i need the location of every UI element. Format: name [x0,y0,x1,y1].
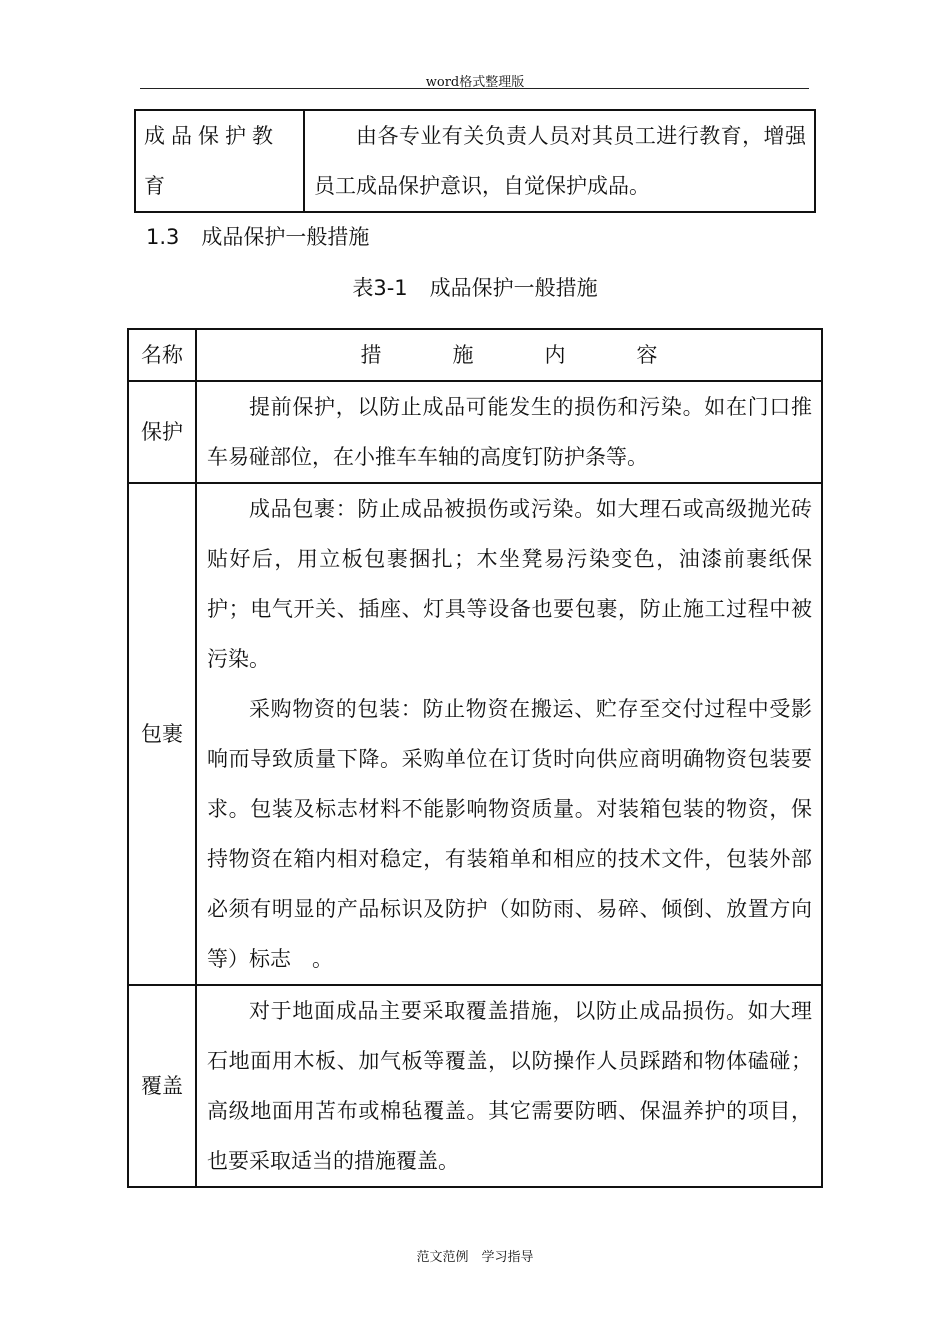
row-content [196,483,822,985]
section-title: 成品保护一般措施 [201,225,370,249]
header-name-cell: 名称 [128,329,196,381]
section-number: 1.3 [146,225,180,249]
row-paragraph: 对于地面成品主要采取覆盖措施，以防止成品损伤。如大理石地面用木板、加气板等覆盖，以防操作人员踩踏和物体磕碰；高级地面用苫布或棉毡覆盖。其它需要防晒、保温养护的项目，也要采取适当的措施覆盖。 [207,999,812,1173]
education-label: 成品保护教育 [135,110,304,212]
measures-table [127,328,823,1188]
table-row [128,381,822,483]
table-caption-label: 表3-1 [352,276,408,300]
row-name: 保护 [128,381,196,483]
table-caption-title: 成品保护一般措施 [429,276,598,300]
page-header: word格式整理版 [425,75,525,90]
row-paragraph: 成品包裹：防止成品被损伤或污染。如大理石或高级抛光砖贴好后，用立板包裹捆扎；木坐凳易污染变色，油漆前裹纸保护；电气开关、插座、灯具等设备也要包裹，防止施工过程中被污染。 [207,497,812,671]
table-caption [0,273,950,303]
table-row [128,985,822,1187]
table-row [128,483,822,985]
section-heading [146,222,369,252]
header-content-cell [196,329,822,381]
row-content [196,985,822,1187]
row-content [196,381,822,483]
header-rule [140,88,809,89]
table-header-row [128,329,822,381]
header-char: 内 [544,343,566,367]
row-paragraph: 提前保护，以防止成品可能发生的损伤和污染。如在门口推车易碰部位，在小推车车轴的高度钉防护条等。 [207,395,812,469]
row-name: 包裹 [128,483,196,985]
header-char: 措 [360,343,382,367]
page-footer: 范文范例 学习指导 [416,1250,534,1265]
header-char: 施 [452,343,474,367]
education-table [134,109,816,213]
education-description: 由各专业有关负责人员对其员工进行教育，增强员工成品保护意识，自觉保护成品。 [304,110,815,212]
row-paragraph: 采购物资的包装：防止物资在搬运、贮存至交付过程中受影响而导致质量下降。采购单位在订货时向供应商明确物资包装要求。包装及标志材料不能影响物资质量。对装箱包装的物资，保持物资在箱内相对稳定，有装箱单和相应的技术文件，包装外部必须有明显的产品标识及防护（如防雨、易碎、倾倒、放置方向等）标志 。 [207,697,812,971]
row-name: 覆盖 [128,985,196,1187]
table-row [135,110,815,212]
header-char: 容 [636,343,658,367]
